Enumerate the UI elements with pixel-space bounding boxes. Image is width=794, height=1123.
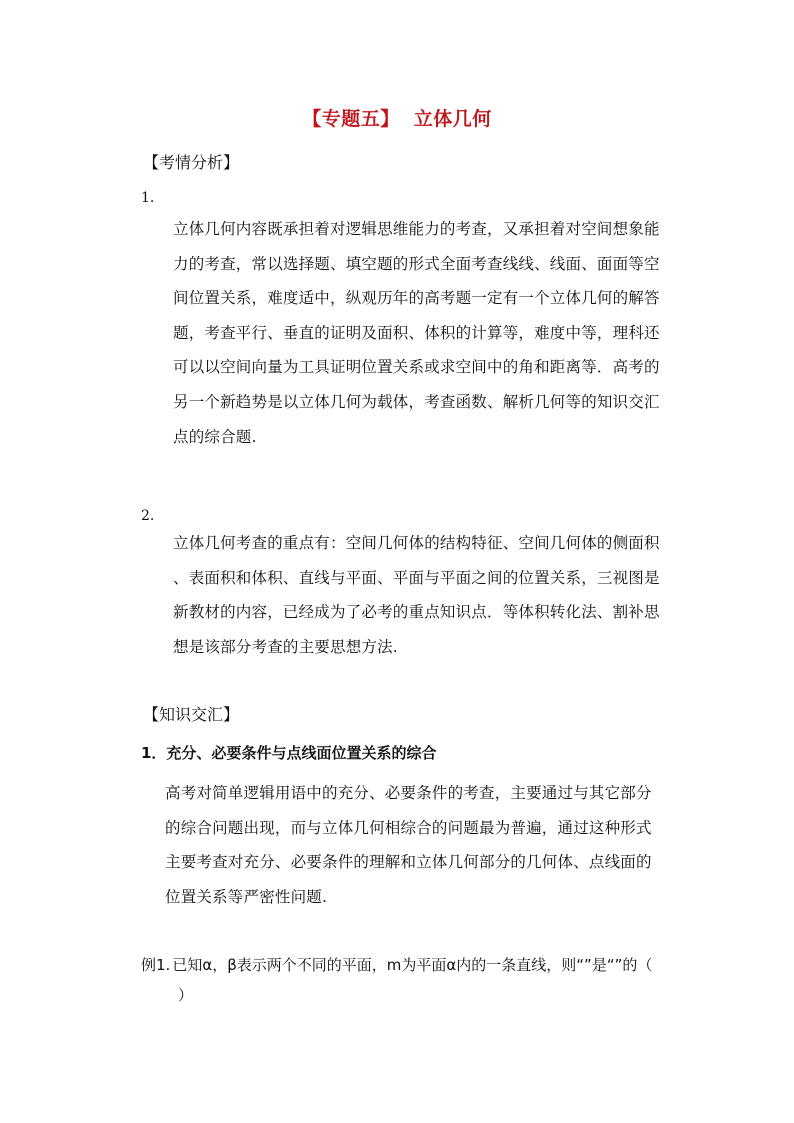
text-line: 另一个新趋势是以立体几何为载体，考查函数、解析几何等的知识交汇 xyxy=(173,392,660,411)
example-text: 已知α，β表示两个不同的平面，m为平面α内的一条直线，则“”是“”的（ xyxy=(172,956,653,974)
example-label: 例1. xyxy=(141,956,171,974)
section-heading-analysis: 【考情分析】 xyxy=(143,153,240,172)
example-question xyxy=(141,948,652,982)
title-topic-number: 【专题五】 xyxy=(302,108,400,130)
paragraph-item-2 xyxy=(173,526,673,664)
paragraph-subsection xyxy=(165,776,675,914)
example-close-paren: ） xyxy=(178,986,194,1004)
text-line: 的综合问题出现，而与立体几何相综合的问题最为普遍，通过这种形式 xyxy=(165,818,652,837)
title-topic-name: 立体几何 xyxy=(413,108,492,130)
section-heading-knowledge: 【知识交汇】 xyxy=(143,705,240,724)
item-number-2: 2. xyxy=(141,508,155,524)
text-line: 可以以空间向量为工具证明位置关系或求空间中的角和距离等．高考的 xyxy=(173,358,660,377)
text-line: 点的综合题. xyxy=(173,427,257,446)
text-line: 立体几何考查的重点有：空间几何体的结构特征、空间几何体的侧面积 xyxy=(173,534,660,552)
text-line: 、表面积和体积、直线与平面、平面与平面之间的位置关系，三视图是 xyxy=(173,568,660,587)
text-line: 题，考查平行、垂直的证明及面积、体积的计算等，难度中等，理科还 xyxy=(173,323,660,342)
text-line: 主要考查对充分、必要条件的理解和立体几何部分的几何体、点线面的 xyxy=(165,853,652,872)
text-line: 力的考查，常以选择题、填空题的形式全面考查线线、线面、面面等空 xyxy=(173,254,660,273)
text-line: 间位置关系，难度适中，纵观历年的高考题一定有一个立体几何的解答 xyxy=(173,289,660,308)
subsection-heading: 1．充分、必要条件与点线面位置关系的综合 xyxy=(141,744,437,762)
text-line: 想是该部分考查的主要思想方法. xyxy=(173,637,398,656)
paragraph-item-1 xyxy=(173,212,673,454)
page-title xyxy=(0,104,794,131)
text-line: 新教材的内容，已经成为了必考的重点知识点．等体积转化法、割补思 xyxy=(173,603,660,622)
item-number-1: 1. xyxy=(141,190,155,206)
text-line: 高考对简单逻辑用语中的充分、必要条件的考查，主要通过与其它部分 xyxy=(165,784,652,802)
text-line: 位置关系等严密性问题. xyxy=(165,887,328,906)
text-line: 立体几何内容既承担着对逻辑思维能力的考查，又承担着对空间想象能 xyxy=(173,220,660,238)
